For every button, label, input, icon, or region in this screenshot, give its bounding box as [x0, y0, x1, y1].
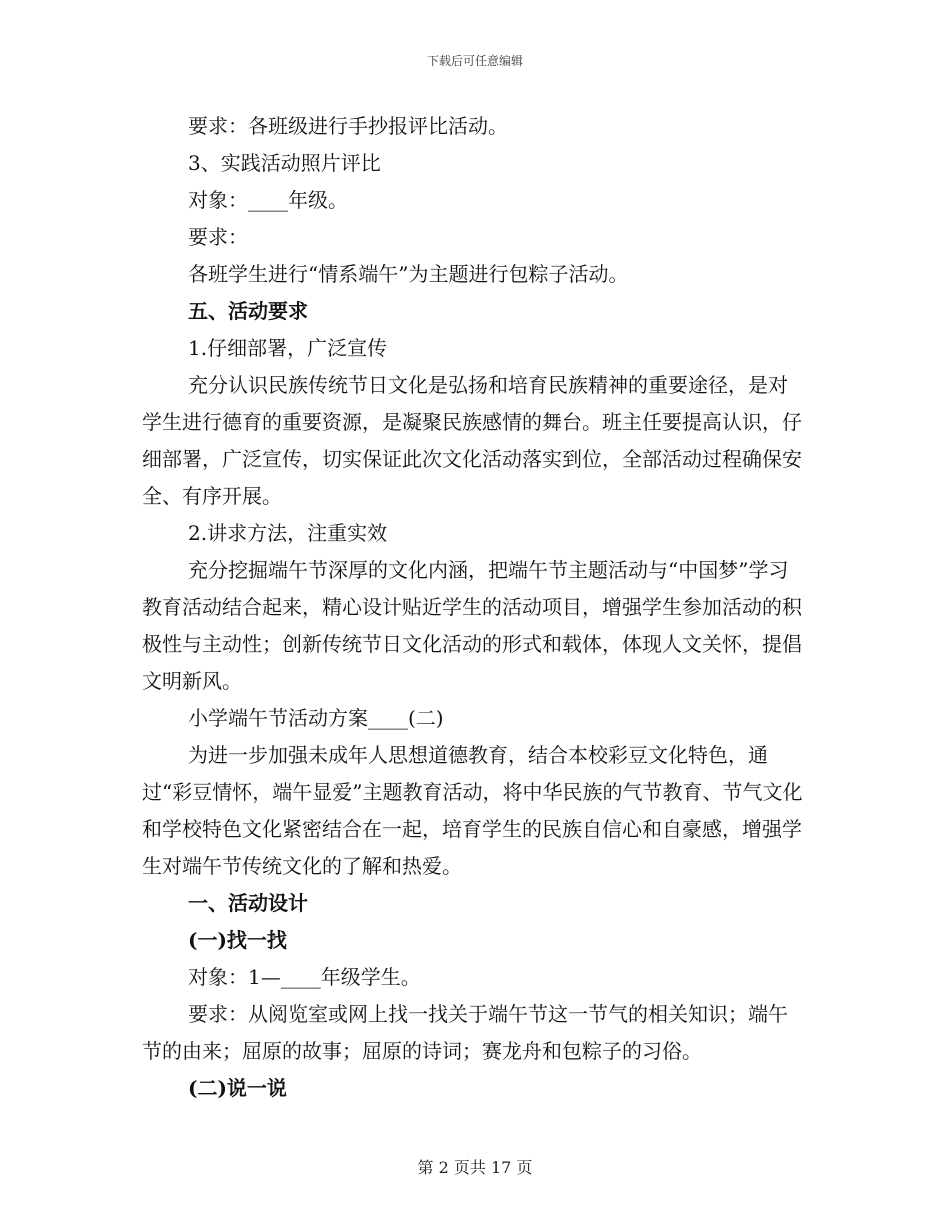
page-header: 下载后可任意编辑	[426, 54, 523, 68]
document-body	[142, 108, 807, 1107]
section-heading-5: 五、活动要求	[188, 299, 308, 323]
paragraph-zongzi-activity: 各班学生进行“情系端午”为主题进行包粽子活动。	[188, 262, 629, 286]
paragraph-requirement-handcopy: 要求：各班级进行手抄报评比活动。	[188, 114, 508, 138]
paragraph-requirement-label: 要求：	[188, 225, 248, 249]
subheading-2: 2.讲求方法，注重实效	[188, 521, 388, 545]
paragraph-plan-2-intro: 为进一步加强未成年人思想道德教育，结合本校彩豆文化特色，通过“彩豆情怀，端午显爱”主题教育活动，将中华民族的气节教育、节气文化和学校特色文化紧密结合在一起，培育学生的民族自信心和自豪感，增强学生对端午节传统文化的了解和热爱。	[142, 743, 803, 878]
paragraph-culture-awareness: 充分认识民族传统节日文化是弘扬和培育民族精神的重要途径，是对学生进行德育的重要资源，是凝聚民族感情的舞台。班主任要提高认识，仔细部署，广泛宣传，切实保证此次文化活动落实到位，全部活动过程确保安全、有序开展。	[142, 373, 802, 508]
subheading-find: (一)找一找	[188, 928, 287, 952]
subheading-1: 1.仔细部署，广泛宣传	[188, 336, 388, 360]
paragraph-plan-2-title: 小学端午节活动方案____(二)	[188, 706, 444, 730]
subheading-speak: (二)说一说	[188, 1076, 287, 1100]
paragraph-item-3-title: 3、实践活动照片评比	[188, 151, 381, 175]
paragraph-requirement-search: 要求：从阅览室或网上找一找关于端午节这一节气的相关知识；端午节的由来；屈原的故事；屈原的诗词；赛龙舟和包粽子的习俗。	[142, 1002, 788, 1063]
page-footer: 第 2 页共 17 页	[417, 1158, 533, 1177]
paragraph-target-students: 对象：1—____年级学生。	[188, 965, 421, 989]
paragraph-target-grade: 对象：____年级。	[188, 188, 348, 212]
paragraph-culture-connotation: 充分挖掘端午节深厚的文化内涵，把端午节主题活动与“中国梦”学习教育活动结合起来，精心设计贴近学生的活动项目，增强学生参加活动的积极性与主动性；创新传统节日文化活动的形式和载体，体现人文关怀，提倡文明新风。	[142, 558, 802, 693]
section-heading-1: 一、活动设计	[188, 891, 308, 915]
